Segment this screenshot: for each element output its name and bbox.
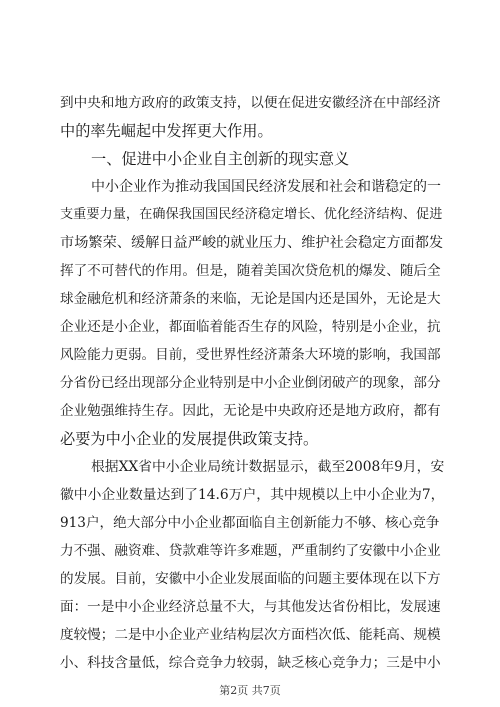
text-line: 支重要力量，在确保我国国民经济稳定增长、优化经济结构、促进 bbox=[60, 207, 443, 222]
text-line: 力不强、融资难、贷款难等许多难题，严重制约了安徽中小企业 bbox=[60, 543, 441, 559]
text-line: 市场繁荣、缓解日益严峻的就业压力、维护社会稳定方面都发 bbox=[60, 235, 444, 251]
text-line: 中的率先崛起中发挥更大作用。 bbox=[60, 122, 273, 140]
text-line: 中小企业作为推动我国国民经济发展和社会和谐稳定的一 bbox=[91, 179, 441, 195]
text-line: 到中央和地方政府的政策支持，以便在促进安徽经济在中部经济 bbox=[60, 95, 441, 111]
text-line: 球金融危机和经济萧条的来临，无论是国内还是国外，无论是大 bbox=[60, 291, 441, 307]
text-line: 913户，绝大部分中小企业都面临自主创新能力不够、核心竞争 bbox=[60, 515, 440, 531]
text-line: 小、科技含量低，综合竞争力较弱，缺乏核心竞争力；三是中小 bbox=[60, 655, 441, 671]
page-footer: 第2页 共7页 bbox=[219, 684, 281, 697]
text-line: 必要为中小企业的发展提供政策支持。 bbox=[60, 430, 319, 448]
text-line: 挥了不可替代的作用。但是，随着美国次贷危机的爆发、随后全 bbox=[60, 263, 441, 279]
text-line: 的发展。目前，安徽中小企业发展面临的问题主要体现在以下方 bbox=[60, 571, 441, 587]
text-line: 企业勉强维持生存。因此，无论是中央政府还是地方政府，都有 bbox=[60, 403, 441, 419]
section-heading: 一、促进中小企业自主创新的现实意义 bbox=[91, 150, 350, 168]
text-line: 分省份已经出现部分企业特别是中小企业倒闭破产的现象，部分 bbox=[60, 375, 441, 391]
text-line: 徽中小企业数量达到了14.6万户，其中规模以上中小企业为7， bbox=[60, 487, 444, 503]
text-line: 面：一是中小企业经济总量不大，与其他发达省份相比，发展速 bbox=[60, 599, 441, 615]
text-line: 企业还是小企业，都面临着能否生存的风险，特别是小企业，抗 bbox=[60, 319, 441, 335]
text-line: 度较慢；二是中小企业产业结构层次方面档次低、能耗高、规模 bbox=[60, 627, 441, 643]
text-line: 风险能力更弱。目前，受世界性经济萧条大环境的影响，我国部 bbox=[60, 347, 441, 363]
text-line: 根据XX省中小企业局统计数据显示，截至2008年9月，安 bbox=[91, 459, 444, 475]
